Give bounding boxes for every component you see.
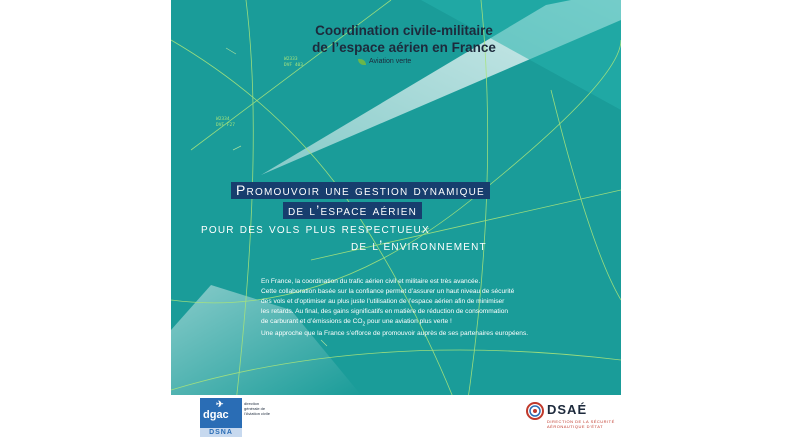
intro-paragraph [261, 277, 601, 339]
headline-line-4: de l’environnement [351, 237, 487, 253]
title-line-2: de l’espace aérien en France [312, 40, 496, 55]
map-label-lower-line1: W2334 [216, 117, 230, 122]
brochure-cover [171, 0, 621, 445]
map-label-upper-line2: DVF 403 [284, 63, 303, 68]
dsae-wordmark: DSAÉ [547, 402, 588, 417]
dsae-subtitle: DIRECTION DE LA SÉCURITÉ AÉRONAUTIQUE D’ÉTAT [547, 419, 615, 429]
aviation-verte-badge [358, 58, 411, 65]
headline-line-1: Promouvoir une gestion dynamique [231, 182, 490, 199]
plane-icon: ✈ [216, 399, 224, 409]
body-line-5 [261, 317, 601, 329]
dsae-roundel-icon [526, 402, 544, 420]
dgac-logo [200, 398, 242, 428]
logo-footer [171, 395, 621, 445]
body-line-5b: pour une aviation plus verte ! [365, 318, 452, 325]
map-label-upper [284, 57, 303, 69]
headline-line-3: pour des vols plus respectueux [201, 220, 430, 236]
body-line-6: Une approche que la France s’efforce de promouvoir auprès de ses partenaires européens. [261, 330, 529, 338]
headline-line-2: de l’espace aérien [283, 202, 422, 219]
body-line-4: les retards. Au final, des gains significatifs en matière de réduction de consommation [261, 308, 509, 315]
dgac-wordmark: dgac [203, 409, 229, 421]
leaf-icon [358, 59, 366, 65]
body-line-1: En France, la coordination du trafic aérien civil et militaire est très avancée. [261, 278, 481, 285]
dgac-fullname: direction générale de l’Aviation civile [244, 401, 270, 416]
body-line-2: Cette collaboration basée sur la confiance permet d’assurer un haut niveau de sécurité [261, 288, 515, 295]
co2-subscript: 2 [362, 321, 366, 328]
body-line-5a: de carburant et d’émissions de CO [261, 318, 363, 325]
cover-title [299, 22, 509, 56]
body-line-3: des vols et d’optimiser au plus juste l’utilisation de l’espace aérien afin de minimiser [261, 298, 505, 305]
title-line-1: Coordination civile-militaire [315, 23, 493, 38]
dsna-wordmark: DSNA [200, 428, 242, 437]
map-label-upper-line1: W2333 [284, 57, 298, 62]
map-label-lower-line2: DVF F27 [216, 123, 235, 128]
map-label-lower [216, 117, 235, 129]
tagline-text: Aviation verte [369, 58, 412, 65]
